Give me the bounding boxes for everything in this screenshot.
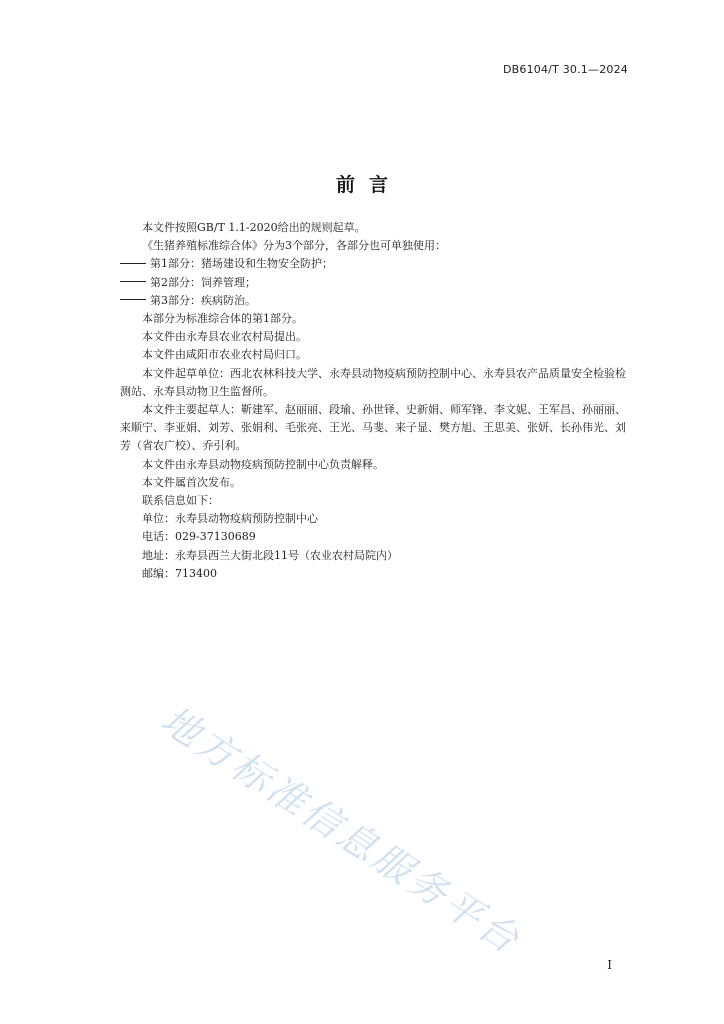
contact-unit: 单位：永寿县动物疫病预防控制中心: [142, 512, 318, 526]
page-title: 前言: [335, 174, 402, 196]
list-item-part-1: [120, 255, 632, 273]
contact-phone: 电话：029-37130689: [142, 530, 256, 544]
list-item-label: 第3部分：疾病防治。: [150, 293, 256, 307]
list-item-label: 第2部分：饲养管理；: [150, 275, 256, 289]
paragraph-drafting-rules: 本文件按照GB/T 1.1-2020给出的规则起草。: [142, 221, 366, 234]
list-item-label: 第1部分：猪场建设和生物安全防护；: [150, 257, 333, 271]
list-item-part-3: [120, 292, 632, 310]
paragraph-part-scope: 本部分为标准综合体的第1部分。: [142, 312, 303, 326]
paragraph-proposer: 本文件由永寿县农业农村局提出。: [142, 330, 307, 344]
dash-icon: [120, 263, 146, 264]
contact-address: 地址：永寿县西兰大街北段11号（农业农村局院内）: [142, 548, 398, 562]
list-item-part-2: [120, 274, 632, 292]
dash-icon: [120, 299, 146, 300]
dash-icon: [120, 281, 146, 282]
watermark: 地方标准信息服务平台: [153, 697, 530, 964]
paragraph-interpretation: 本文件由永寿县动物疫病预防控制中心负责解释。: [142, 457, 384, 471]
page-number: I: [607, 958, 612, 972]
paragraph-parts-intro: 《生猪养殖标准综合体》分为3个部分，各部分也可单独使用：: [142, 239, 446, 253]
paragraph-first-release: 本文件属首次发布。: [142, 475, 241, 489]
foreword-body: [120, 219, 632, 583]
paragraph-drafting-units: 本文件起草单位：西北农林科技大学、永寿县动物疫病预防控制中心、永寿县农产品质量安全检验检测站、永寿县动物卫生监督所。: [120, 366, 626, 398]
document-code: DB6104/T 30.1—2024: [502, 63, 628, 76]
paragraph-contact-intro: 联系信息如下：: [142, 494, 219, 508]
paragraph-drafters: 本文件主要起草人：靳建军、赵丽丽、段瑜、孙世铎、史新娟、师军锋、李文妮、王军昌、孙丽丽、来顺宁、李亚娟、刘芳、张娟利、毛张亮、王光、马斐、来子显、樊方旭、王思美、张妍、长孙伟光、刘芳（省农广校）、乔引利。: [120, 403, 626, 453]
contact-postcode: 邮编：713400: [142, 566, 217, 580]
paragraph-centralized: 本文件由咸阳市农业农村局归口。: [142, 348, 307, 362]
